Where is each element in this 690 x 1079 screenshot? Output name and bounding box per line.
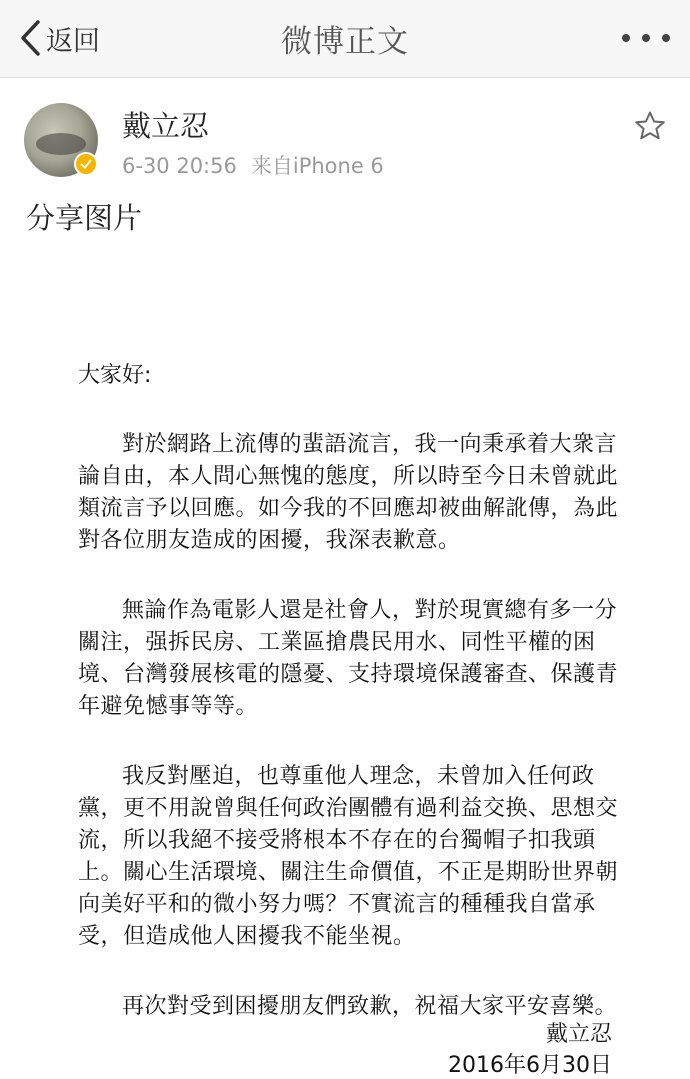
star-outline-icon[interactable] bbox=[634, 110, 666, 142]
letter-paragraph: 我反對壓迫，也尊重他人理念，未曾加入任何政黨，更不用說曾與任何政治團體有過利益交换、思想交流，所以我絕不接受將根本不存在的台獨帽子扣我頭上。關心生活環境、關注生命價值，不正是期盼世界朝向美好平和的微小努力嗎？不實流言的種種我自當承受，但造成他人困擾我不能坐視。 bbox=[78, 764, 619, 949]
more-dot bbox=[642, 34, 650, 42]
letter-paragraph: 對於網路上流傳的蜚語流言，我一向秉承着大衆言論自由，本人問心無愧的態度，所以時至今日未曾就此類流言予以回應。如今我的不回應却被曲解訛傳，為此對各位朋友造成的困擾，我深表歉意。 bbox=[78, 432, 619, 553]
page-title: 微博正文 bbox=[281, 24, 409, 60]
more-dot bbox=[622, 34, 630, 42]
author-name[interactable]: 戴立忍 bbox=[122, 109, 210, 143]
post-text: 分享图片 bbox=[26, 201, 143, 235]
letter-image[interactable] bbox=[78, 360, 638, 1061]
back-label: 返回 bbox=[46, 25, 100, 57]
post-meta bbox=[122, 150, 384, 180]
navigation-bar bbox=[0, 0, 690, 78]
check-icon bbox=[79, 157, 93, 171]
letter-paragraph: 再次對受到困擾朋友們致歉，祝福大家平安喜樂。 bbox=[122, 994, 618, 1019]
more-dots-icon[interactable] bbox=[622, 30, 670, 46]
letter-date: 2016年6月30日 bbox=[448, 1053, 612, 1078]
post-time: 6-30 20:56 bbox=[122, 154, 237, 178]
verified-badge-icon bbox=[74, 152, 98, 176]
letter-signature: 戴立忍 bbox=[545, 1022, 612, 1047]
letter-greeting: 大家好: bbox=[78, 363, 152, 388]
more-dot bbox=[662, 34, 670, 42]
letter-paragraph: 無論作為電影人還是社會人，對於現實總有多一分關注，强拆民房、工業區搶農民用水、同性平權的困境、台灣發展核電的隱憂、支持環境保護審查、保護青年避免憾事等等。 bbox=[78, 598, 619, 719]
post-source: 来自iPhone 6 bbox=[250, 154, 384, 178]
